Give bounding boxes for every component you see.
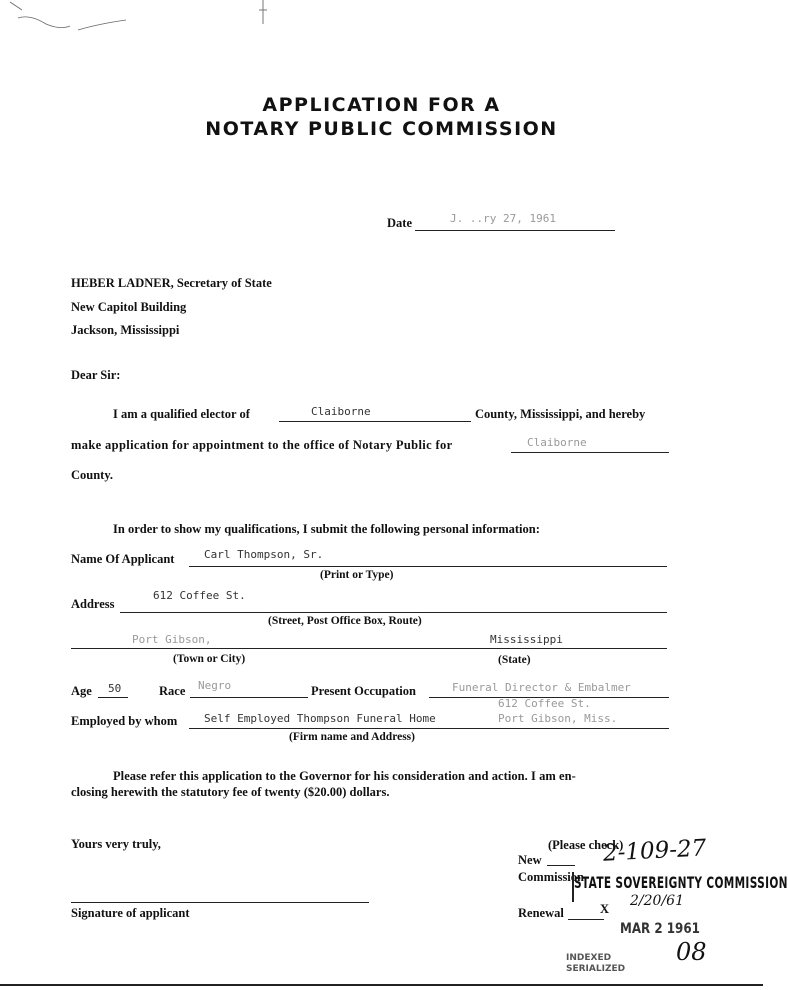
town-value: Port Gibson, xyxy=(132,633,212,646)
race-label: Race xyxy=(159,684,186,698)
serialized-stamp: SERIALIZED xyxy=(566,964,626,974)
town-caption: (Town or City) xyxy=(173,653,246,665)
recipient-city: Jackson, Mississippi xyxy=(71,323,180,337)
form-title-line-2: NOTARY PUBLIC COMMISSION xyxy=(205,118,558,140)
occupation-value: Funeral Director & Embalmer xyxy=(452,681,631,694)
street-caption: (Street, Post Office Box, Route) xyxy=(268,615,422,627)
page-bottom-edge xyxy=(0,984,763,986)
renewal-label: Renewal xyxy=(518,906,564,920)
address-label: Address xyxy=(71,597,115,611)
para1-line2: make application for appointment to the office of Notary Public for xyxy=(71,438,453,452)
age-line xyxy=(98,697,128,698)
print-caption: (Print or Type) xyxy=(320,569,394,581)
age-label: Age xyxy=(71,684,92,698)
renewal-check-line xyxy=(568,919,604,920)
form-title-line-1: APPLICATION FOR A xyxy=(262,94,501,116)
handwritten-stamp-date: 2/20/61 xyxy=(630,893,684,909)
para1-line3: County. xyxy=(71,468,114,482)
address-value: 612 Coffee St. xyxy=(153,589,246,602)
address-line xyxy=(120,612,667,613)
commission-label: Commission xyxy=(518,870,584,884)
date-value: J. ..ry 27, 1961 xyxy=(450,212,556,225)
town-state-line xyxy=(71,648,667,649)
para3-line2: closing herewith the statutory fee of twenty ($20.00) dollars. xyxy=(71,785,390,799)
occupation-label: Present Occupation xyxy=(311,684,416,698)
para2: In order to show my qualifications, I submit the following personal information: xyxy=(113,522,540,536)
county-value: Claiborne xyxy=(311,405,371,418)
state-value: Mississippi xyxy=(490,633,563,646)
age-value: 50 xyxy=(108,682,122,695)
firm-caption: (Firm name and Address) xyxy=(289,731,415,743)
employer-label: Employed by whom xyxy=(71,714,178,728)
closing: Yours very truly, xyxy=(71,837,161,851)
date-line xyxy=(415,230,615,231)
para1-end: County, Mississippi, and hereby xyxy=(475,407,646,421)
county-line xyxy=(279,421,471,422)
received-date-stamp: MAR 2 1961 xyxy=(620,921,700,937)
indexed-stamp: INDEXED xyxy=(566,953,612,963)
new-check-line xyxy=(547,865,575,866)
scan-mark xyxy=(255,0,275,26)
race-value: Negro xyxy=(198,679,232,692)
county2-value: Claiborne xyxy=(527,436,587,449)
state-caption: (State) xyxy=(498,654,531,666)
salutation: Dear Sir: xyxy=(71,368,121,382)
para1-start: I am a qualified elector of xyxy=(113,407,250,421)
check-header: (Please check) xyxy=(548,838,624,852)
name-line xyxy=(189,566,667,567)
county2-line xyxy=(511,452,669,453)
handwritten-file-number: 2-109-27 xyxy=(602,835,707,867)
para3-line1: Please refer this application to the Governor for his consideration and action. I am en- xyxy=(113,769,576,783)
race-line xyxy=(190,697,308,698)
renewal-mark: X xyxy=(600,902,610,916)
scan-mark xyxy=(8,0,138,40)
employer-address-line-2: Port Gibson, Miss. xyxy=(498,712,618,725)
recipient-building: New Capitol Building xyxy=(71,300,187,314)
signature-label: Signature of applicant xyxy=(71,906,190,920)
name-label: Name Of Applicant xyxy=(71,552,175,566)
handwritten-initials: 08 xyxy=(676,938,707,966)
agency-stamp: STATE SOVEREIGNTY COMMISSION xyxy=(574,873,788,892)
name-value: Carl Thompson, Sr. xyxy=(204,548,324,561)
employer-address-line-1: 612 Coffee St. xyxy=(498,697,591,710)
employer-line xyxy=(189,728,669,729)
new-label: New xyxy=(518,853,542,867)
recipient-name: HEBER LADNER, Secretary of State xyxy=(71,276,272,290)
signature-line xyxy=(71,902,369,903)
employer-value: Self Employed Thompson Funeral Home xyxy=(204,712,436,725)
date-label: Date xyxy=(387,216,412,230)
